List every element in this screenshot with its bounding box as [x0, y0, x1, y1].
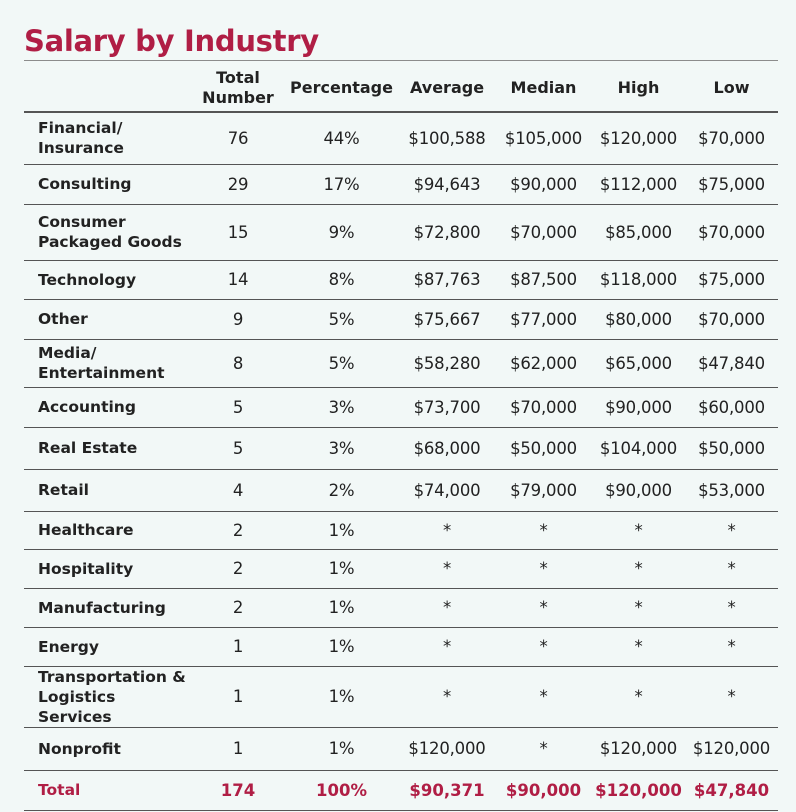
industry-name [24, 427, 192, 469]
total-median: $90,000 [495, 770, 592, 810]
industry-name-line1: Energy [38, 637, 99, 656]
industry-name [24, 204, 192, 260]
industry-name [24, 299, 192, 339]
cell-total-number: 2 [192, 549, 284, 588]
cell-high: $120,000 [592, 727, 685, 770]
cell-median: $62,000 [495, 339, 592, 387]
industry-name [24, 112, 192, 164]
cell-average: * [399, 588, 495, 627]
cell-median: $90,000 [495, 164, 592, 204]
table-row [24, 164, 778, 204]
industry-name [24, 511, 192, 549]
cell-total-number: 15 [192, 204, 284, 260]
header-total-line1: Total [216, 67, 260, 87]
cell-total-number: 1 [192, 727, 284, 770]
cell-average: $73,700 [399, 387, 495, 427]
industry-name-line1: Accounting [38, 398, 136, 416]
industry-name-line1: Other [38, 310, 88, 328]
cell-total-number: 14 [192, 260, 284, 299]
cell-average: * [399, 549, 495, 588]
industry-name-line2: Insurance [38, 139, 124, 158]
industry-name-line1: Consumer [38, 213, 126, 231]
industry-name [24, 339, 192, 387]
header-total-line2: Number [202, 87, 274, 107]
cell-average: $72,800 [399, 204, 495, 260]
table-row [24, 204, 778, 260]
cell-low: * [685, 666, 778, 727]
header-percentage: Percentage [284, 64, 399, 112]
industry-name-line1: Healthcare [38, 521, 134, 539]
cell-total-number: 2 [192, 511, 284, 549]
table-body [24, 112, 778, 810]
cell-average: $58,280 [399, 339, 495, 387]
cell-high: $112,000 [592, 164, 685, 204]
cell-total-number: 2 [192, 588, 284, 627]
total-high: $120,000 [592, 770, 685, 810]
industry-name [24, 627, 192, 666]
industry-name-line1: Nonprofit [38, 739, 121, 758]
table-row [24, 339, 778, 387]
cell-median: * [495, 627, 592, 666]
cell-high: $90,000 [592, 469, 685, 511]
cell-low: $75,000 [685, 260, 778, 299]
cell-percentage: 1% [284, 549, 399, 588]
cell-average: * [399, 627, 495, 666]
cell-high: * [592, 666, 685, 727]
cell-high: $80,000 [592, 299, 685, 339]
cell-low: $60,000 [685, 387, 778, 427]
cell-total-number: 29 [192, 164, 284, 204]
industry-name-line1: Technology [38, 270, 137, 289]
total-average: $90,371 [399, 770, 495, 810]
cell-percentage: 1% [284, 666, 399, 727]
table-row [24, 666, 778, 727]
header-total-number [192, 64, 284, 112]
cell-total-number: 5 [192, 427, 284, 469]
header-high: High [592, 64, 685, 112]
cell-total-number: 4 [192, 469, 284, 511]
industry-name [24, 588, 192, 627]
table-row [24, 727, 778, 770]
cell-total-number: 8 [192, 339, 284, 387]
industry-name-line1: Transportation & [38, 667, 186, 686]
cell-median: $77,000 [495, 299, 592, 339]
industry-name-line2: Entertainment [38, 364, 165, 382]
total-percentage: 100% [284, 770, 399, 810]
cell-median: $70,000 [495, 204, 592, 260]
table-row [24, 387, 778, 427]
cell-low: $70,000 [685, 299, 778, 339]
cell-average: $120,000 [399, 727, 495, 770]
industry-name [24, 164, 192, 204]
cell-median: $87,500 [495, 260, 592, 299]
cell-median: $50,000 [495, 427, 592, 469]
cell-percentage: 8% [284, 260, 399, 299]
cell-low: * [685, 588, 778, 627]
industry-name-line2: Logistics Services [38, 687, 116, 726]
cell-percentage: 44% [284, 112, 399, 164]
cell-low: $75,000 [685, 164, 778, 204]
industry-name-line1: Consulting [38, 175, 132, 193]
cell-percentage: 1% [284, 588, 399, 627]
cell-total-number: 9 [192, 299, 284, 339]
cell-total-number: 76 [192, 112, 284, 164]
cell-high: $90,000 [592, 387, 685, 427]
cell-low: $70,000 [685, 204, 778, 260]
total-low: $47,840 [685, 770, 778, 810]
cell-average: $68,000 [399, 427, 495, 469]
cell-median: $70,000 [495, 387, 592, 427]
cell-high: $120,000 [592, 112, 685, 164]
table-row [24, 549, 778, 588]
table-row [24, 299, 778, 339]
cell-percentage: 1% [284, 727, 399, 770]
industry-name [24, 549, 192, 588]
industry-name [24, 387, 192, 427]
cell-average: $75,667 [399, 299, 495, 339]
cell-percentage: 5% [284, 299, 399, 339]
cell-average: * [399, 511, 495, 549]
industry-name-line1: Hospitality [38, 559, 134, 578]
industry-name [24, 666, 192, 727]
cell-average: $74,000 [399, 469, 495, 511]
industry-name-line1: Manufacturing [38, 598, 166, 617]
cell-low: $47,840 [685, 339, 778, 387]
table-row [24, 511, 778, 549]
cell-low: * [685, 511, 778, 549]
header-median: Median [495, 64, 592, 112]
cell-high: $65,000 [592, 339, 685, 387]
cell-median: * [495, 727, 592, 770]
cell-percentage: 1% [284, 627, 399, 666]
industry-name [24, 727, 192, 770]
cell-low: $50,000 [685, 427, 778, 469]
cell-average: $87,763 [399, 260, 495, 299]
page-title: Salary by Industry [24, 24, 319, 58]
cell-high: $85,000 [592, 204, 685, 260]
cell-percentage: 3% [284, 387, 399, 427]
total-row [24, 770, 778, 810]
cell-total-number: 1 [192, 627, 284, 666]
cell-low: $120,000 [685, 727, 778, 770]
header-row [24, 64, 778, 112]
cell-percentage: 2% [284, 469, 399, 511]
cell-median: $79,000 [495, 469, 592, 511]
industry-name-line1: Real Estate [38, 439, 138, 457]
cell-total-number: 1 [192, 666, 284, 727]
table-row [24, 427, 778, 469]
table-row [24, 112, 778, 164]
industry-name-line1: Retail [38, 481, 89, 499]
cell-percentage: 1% [284, 511, 399, 549]
cell-high: * [592, 588, 685, 627]
header-low: Low [685, 64, 778, 112]
cell-median: * [495, 511, 592, 549]
cell-total-number: 5 [192, 387, 284, 427]
cell-high: * [592, 549, 685, 588]
cell-percentage: 3% [284, 427, 399, 469]
cell-low: * [685, 627, 778, 666]
cell-median: $105,000 [495, 112, 592, 164]
cell-median: * [495, 549, 592, 588]
industry-name-line1: Financial/ [38, 119, 123, 138]
cell-median: * [495, 666, 592, 727]
cell-high: $118,000 [592, 260, 685, 299]
table-row [24, 627, 778, 666]
header-average: Average [399, 64, 495, 112]
cell-average: $100,588 [399, 112, 495, 164]
cell-percentage: 9% [284, 204, 399, 260]
cell-low: $70,000 [685, 112, 778, 164]
industry-name [24, 260, 192, 299]
title-divider [24, 60, 778, 61]
cell-low: * [685, 549, 778, 588]
cell-low: $53,000 [685, 469, 778, 511]
total-count: 174 [192, 770, 284, 810]
total-label: Total [24, 770, 192, 810]
table-row [24, 260, 778, 299]
table-row [24, 588, 778, 627]
salary-table [24, 64, 778, 811]
industry-name-line1: Media/ [38, 344, 97, 362]
cell-average: * [399, 666, 495, 727]
industry-name-line2: Packaged Goods [38, 233, 182, 251]
cell-high: $104,000 [592, 427, 685, 469]
cell-high: * [592, 511, 685, 549]
cell-high: * [592, 627, 685, 666]
table-row [24, 469, 778, 511]
cell-percentage: 5% [284, 339, 399, 387]
cell-percentage: 17% [284, 164, 399, 204]
cell-average: $94,643 [399, 164, 495, 204]
industry-name [24, 469, 192, 511]
cell-median: * [495, 588, 592, 627]
header-industry [24, 64, 192, 112]
